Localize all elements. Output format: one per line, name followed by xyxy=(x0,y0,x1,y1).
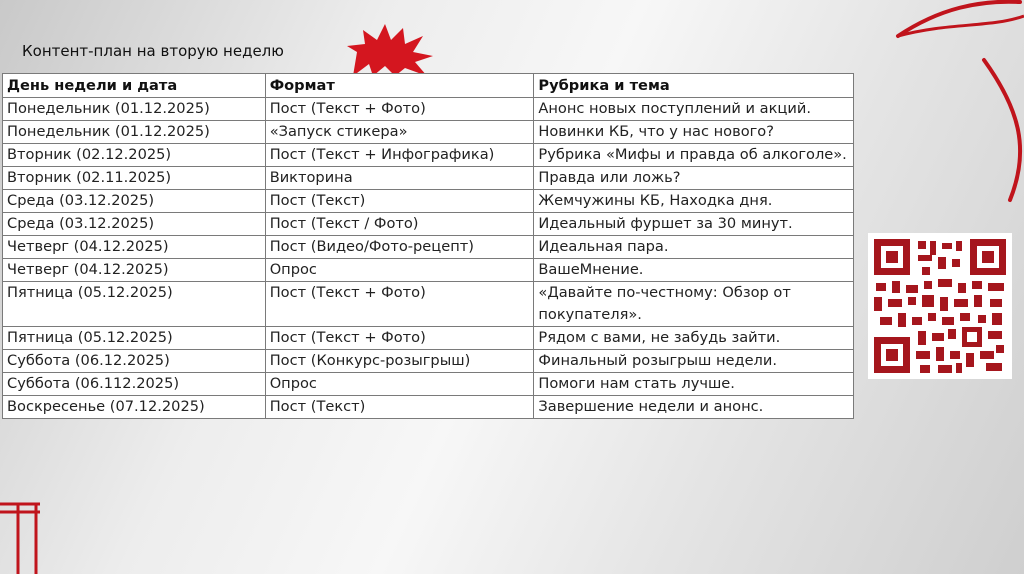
cell-format: Опрос xyxy=(265,373,534,396)
cell-topic: Жемчужины КБ, Находка дня. xyxy=(534,190,854,213)
table-row xyxy=(3,236,854,259)
table-row xyxy=(3,282,854,327)
cell-format: Пост (Текст / Фото) xyxy=(265,213,534,236)
cell-topic: Идеальный фуршет за 30 минут. xyxy=(534,213,854,236)
cell-topic: Помоги нам стать лучше. xyxy=(534,373,854,396)
cell-format: Пост (Текст + Инфографика) xyxy=(265,144,534,167)
table-row xyxy=(3,98,854,121)
cell-day: Четверг (04.12.2025) xyxy=(3,236,266,259)
decorative-curve xyxy=(880,0,1024,270)
cell-topic: Новинки КБ, что у нас нового? xyxy=(534,121,854,144)
cell-topic: Идеальная пара. xyxy=(534,236,854,259)
cell-format: Опрос xyxy=(265,259,534,282)
table-row xyxy=(3,144,854,167)
table-header-row xyxy=(3,74,854,98)
table-row xyxy=(3,121,854,144)
cell-day: Суббота (06.112.2025) xyxy=(3,373,266,396)
table-row xyxy=(3,327,854,350)
table-row xyxy=(3,350,854,373)
cell-format: Викторина xyxy=(265,167,534,190)
column-header-topic: Рубрика и тема xyxy=(534,74,854,98)
cell-day: Четверг (04.12.2025) xyxy=(3,259,266,282)
cell-format: Пост (Текст + Фото) xyxy=(265,327,534,350)
cell-topic: Правда или ложь? xyxy=(534,167,854,190)
cell-topic: Анонс новых поступлений и акций. xyxy=(534,98,854,121)
table-row xyxy=(3,373,854,396)
qr-code-icon[interactable] xyxy=(868,233,1012,379)
cell-format: Пост (Текст) xyxy=(265,396,534,419)
cell-format: Пост (Текст + Фото) xyxy=(265,98,534,121)
cell-topic: Рядом с вами, не забудь зайти. xyxy=(534,327,854,350)
cell-format: Пост (Конкурс-розыгрыш) xyxy=(265,350,534,373)
cell-day: Суббота (06.12.2025) xyxy=(3,350,266,373)
content-plan-table xyxy=(2,73,854,419)
table-row xyxy=(3,190,854,213)
decorative-corner-frame xyxy=(0,492,50,574)
cell-format: Пост (Текст) xyxy=(265,190,534,213)
table-row xyxy=(3,396,854,419)
cell-day: Вторник (02.12.2025) xyxy=(3,144,266,167)
cell-format: Пост (Видео/Фото-рецепт) xyxy=(265,236,534,259)
cell-day: Среда (03.12.2025) xyxy=(3,190,266,213)
table-row xyxy=(3,259,854,282)
cell-topic: Завершение недели и анонс. xyxy=(534,396,854,419)
cell-format: Пост (Текст + Фото) xyxy=(265,282,534,327)
table-row xyxy=(3,167,854,190)
cell-topic: «Давайте по-честному: Обзор от покупателя». xyxy=(534,282,854,327)
column-header-format: Формат xyxy=(265,74,534,98)
cell-day: Пятница (05.12.2025) xyxy=(3,327,266,350)
cell-day: Понедельник (01.12.2025) xyxy=(3,121,266,144)
cell-day: Среда (03.12.2025) xyxy=(3,213,266,236)
cell-topic: Рубрика «Мифы и правда об алкоголе». xyxy=(534,144,854,167)
cell-day: Воскресенье (07.12.2025) xyxy=(3,396,266,419)
slide-title: Контент-план на вторую неделю xyxy=(22,42,284,60)
cell-topic: Финальный розыгрыш недели. xyxy=(534,350,854,373)
cell-topic: ВашеМнение. xyxy=(534,259,854,282)
cell-day: Понедельник (01.12.2025) xyxy=(3,98,266,121)
column-header-day: День недели и дата xyxy=(3,74,266,98)
table-row xyxy=(3,213,854,236)
red-burst-icon xyxy=(345,22,435,78)
cell-format: «Запуск стикера» xyxy=(265,121,534,144)
cell-day: Пятница (05.12.2025) xyxy=(3,282,266,327)
cell-day: Вторник (02.11.2025) xyxy=(3,167,266,190)
